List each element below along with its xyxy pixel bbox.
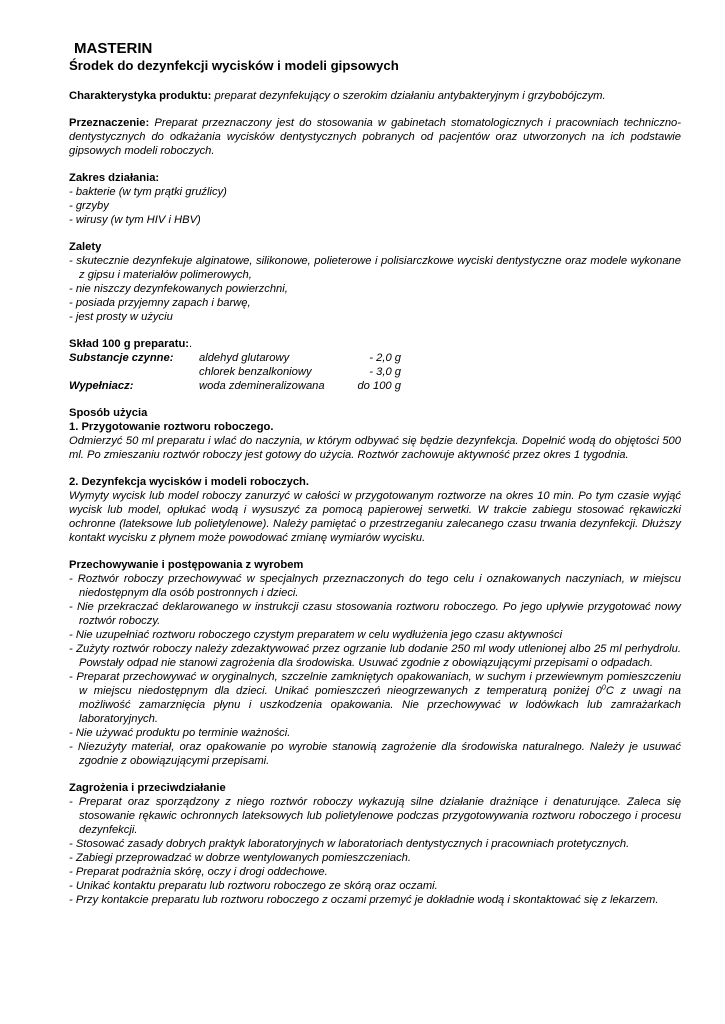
purpose-text: Preparat przeznaczony jest do stosowania w gabinetach stomatologicznych i pracowniach techniczno-dentystycznych do odkażania wycisków dentystycznych pobranych od pacjentów oraz utworzonych na ich podstawie gipsowych modeli roboczych. <box>69 117 681 157</box>
hazards-item: - Przy kontakcie preparatu lub roztworu roboczego z oczami przemyć je dokładnie wodą i skontaktować się z lekarzem. <box>69 894 659 906</box>
advantages-item: - jest prosty w użyciu <box>69 311 173 323</box>
storage-item: - Zużyty roztwór roboczy należy zdezaktywować przez ogrzanie lub dodanie 250 ml wody utlenionej albo 25 ml perhydrolu. Powstały odpad nie stanowi zagrożenia dla środowiska. Usuwać zgodnie z obowiązującymi przepisami o odpadach. <box>69 643 681 669</box>
advantages-item: - posiada przyjemny zapach i barwę, <box>69 297 251 309</box>
purpose-label: Przeznaczenie: <box>69 117 150 129</box>
hazards-heading: Zagrożenia i przeciwdziałanie <box>69 782 226 794</box>
composition-heading: Skład 100 g preparatu: <box>69 338 189 350</box>
composition-amount: - 2,0 g <box>369 352 401 364</box>
characteristics-text: preparat dezynfekujący o szerokim działaniu antybakteryjnym i grzybobójczym. <box>214 90 606 102</box>
composition-amount: do 100 g <box>357 380 401 392</box>
product-title: MASTERIN <box>74 40 153 57</box>
scope-item: - bakterie (w tym prątki gruźlicy) <box>69 186 227 198</box>
composition-row <box>69 351 401 365</box>
hazards-item: - Unikać kontaktu preparatu lub roztworu roboczego ze skórą oraz oczami. <box>69 880 438 892</box>
storage-item <box>69 670 681 726</box>
hazards-item: - Preparat oraz sporządzony z niego roztwór roboczy wykazują silne działanie drażniące i denaturujące. Zaleca się stosowanie rękawic ochronnych lateksowych lub polietylenowe podczas przygotowywania roztworu roboczego i procesu dezynfekcji. <box>69 796 681 836</box>
storage-item: - Nie używać produktu po terminie ważności. <box>69 727 291 739</box>
composition-substance: chlorek benzalkoniowy <box>199 366 312 378</box>
advantages-item: - skutecznie dezynfekuje alginatowe, silikonowe, polieterowe i polisiarczkowe wyciski dentystyczne oraz modele wykonane z gipsu i materiałów polimerowych, <box>69 255 681 281</box>
usage-step1-heading: 1. Przygotowanie roztworu roboczego. <box>69 421 274 433</box>
hazards-item: - Zabiegi przeprowadzać w dobrze wentylowanych pomieszczeniach. <box>69 852 412 864</box>
storage-item5-part-a: - Preparat przechowywać w oryginalnych, szczelnie zamkniętych opakowaniach, w suchym i przewiewnym pomieszczeniu w miejscu niedostępnym dla dzieci. Unikać pomieszczeń nieogrzewanych z temperaturą poniżej 0 <box>69 671 681 697</box>
composition-amount: - 3,0 g <box>369 366 401 378</box>
storage-item: - Niezużyty materiał, oraz opakowanie po wyrobie stanowią zagrożenie dla środowiska naturalnego. Należy je usuwać zgodnie z obowiązującymi przepisami. <box>69 741 681 767</box>
composition-row <box>69 379 401 393</box>
document-page <box>69 40 681 907</box>
scope-item: - wirusy (w tym HIV i HBV) <box>69 214 201 226</box>
storage-item: - Roztwór roboczy przechowywać w specjalnych przeznaczonych do tego celu i oznakowanych naczyniach, w miejscu niedostępnym dla osób postronnych i dzieci. <box>69 573 681 599</box>
usage-step1-text: Odmierzyć 50 ml preparatu i wlać do naczynia, w którym odbywać się będzie dezynfekcja. Dopełnić wodą do objętości 500 ml. Po zmieszaniu roztwór roboczy jest gotowy do użycia. Roztwór zachowuje aktywność przez okres 1 tygodnia. <box>69 435 681 461</box>
characteristics-label: Charakterystyka produktu: <box>69 90 212 102</box>
composition-label: Wypełniacz: <box>69 380 134 392</box>
composition-heading-line <box>69 337 681 351</box>
composition-heading-suffix: . <box>189 338 193 350</box>
characteristics-paragraph <box>69 89 681 103</box>
scope-item: - grzyby <box>69 200 109 212</box>
composition-substance: woda zdemineralizowana <box>199 380 325 392</box>
composition-label: Substancje czynne: <box>69 352 174 364</box>
scope-heading: Zakres działania: <box>69 172 160 184</box>
hazards-item: - Stosować zasady dobrych praktyk laboratoryjnych w laboratoriach dentystycznych i pracowniach protetycznych. <box>69 838 630 850</box>
product-subtitle: Środek do dezynfekcji wycisków i modeli gipsowych <box>69 58 399 73</box>
usage-heading: Sposób użycia <box>69 407 148 419</box>
advantages-heading: Zalety <box>69 241 102 253</box>
composition-row <box>69 365 401 379</box>
storage-item: - Nie uzupełniać roztworu roboczego czystym preparatem w celu wydłużenia jego czasu aktywności <box>69 629 563 641</box>
storage-item5-part-b: C z uwagi na możliwość zamarznięcia płynu i uszkodzenia opakowania. Nie przechowywać w lodówkach lub zamrażarkach laboratoryjnych. <box>79 685 681 725</box>
usage-step2-text: Wymyty wycisk lub model roboczy zanurzyć w całości w przygotowanym roztworze na okres 10 min. Po tym czasie wyjąć wycisk lub model, opłukać wodą i wysuszyć za pomocą papierowej serwetki. W trakcie zabiegu stosować rękawiczki ochronne (lateksowe lub polietylenowe). Należy pamiętać o przestrzeganiu zalecanego czasu trwania dezynfekcji. Dłuższy kontakt wycisku z płynem może powodować zmianę wymiarów wycisku. <box>69 490 681 544</box>
hazards-item: - Preparat podrażnia skórę, oczy i drogi oddechowe. <box>69 866 328 878</box>
storage-heading: Przechowywanie i postępowania z wyrobem <box>69 559 304 571</box>
degree-superscript: 0 <box>601 684 606 692</box>
composition-label <box>69 365 199 379</box>
usage-step2-heading: 2. Dezynfekcja wycisków i modeli roboczych. <box>69 476 309 488</box>
composition-table <box>69 351 401 393</box>
purpose-paragraph <box>69 116 681 158</box>
advantages-item: - nie niszczy dezynfekowanych powierzchni, <box>69 283 288 295</box>
storage-item: - Nie przekraczać deklarowanego w instrukcji czasu stosowania roztworu roboczego. Po jego upływie przygotować nowy roztwór roboczy. <box>69 601 681 627</box>
composition-substance: aldehyd glutarowy <box>199 352 290 364</box>
